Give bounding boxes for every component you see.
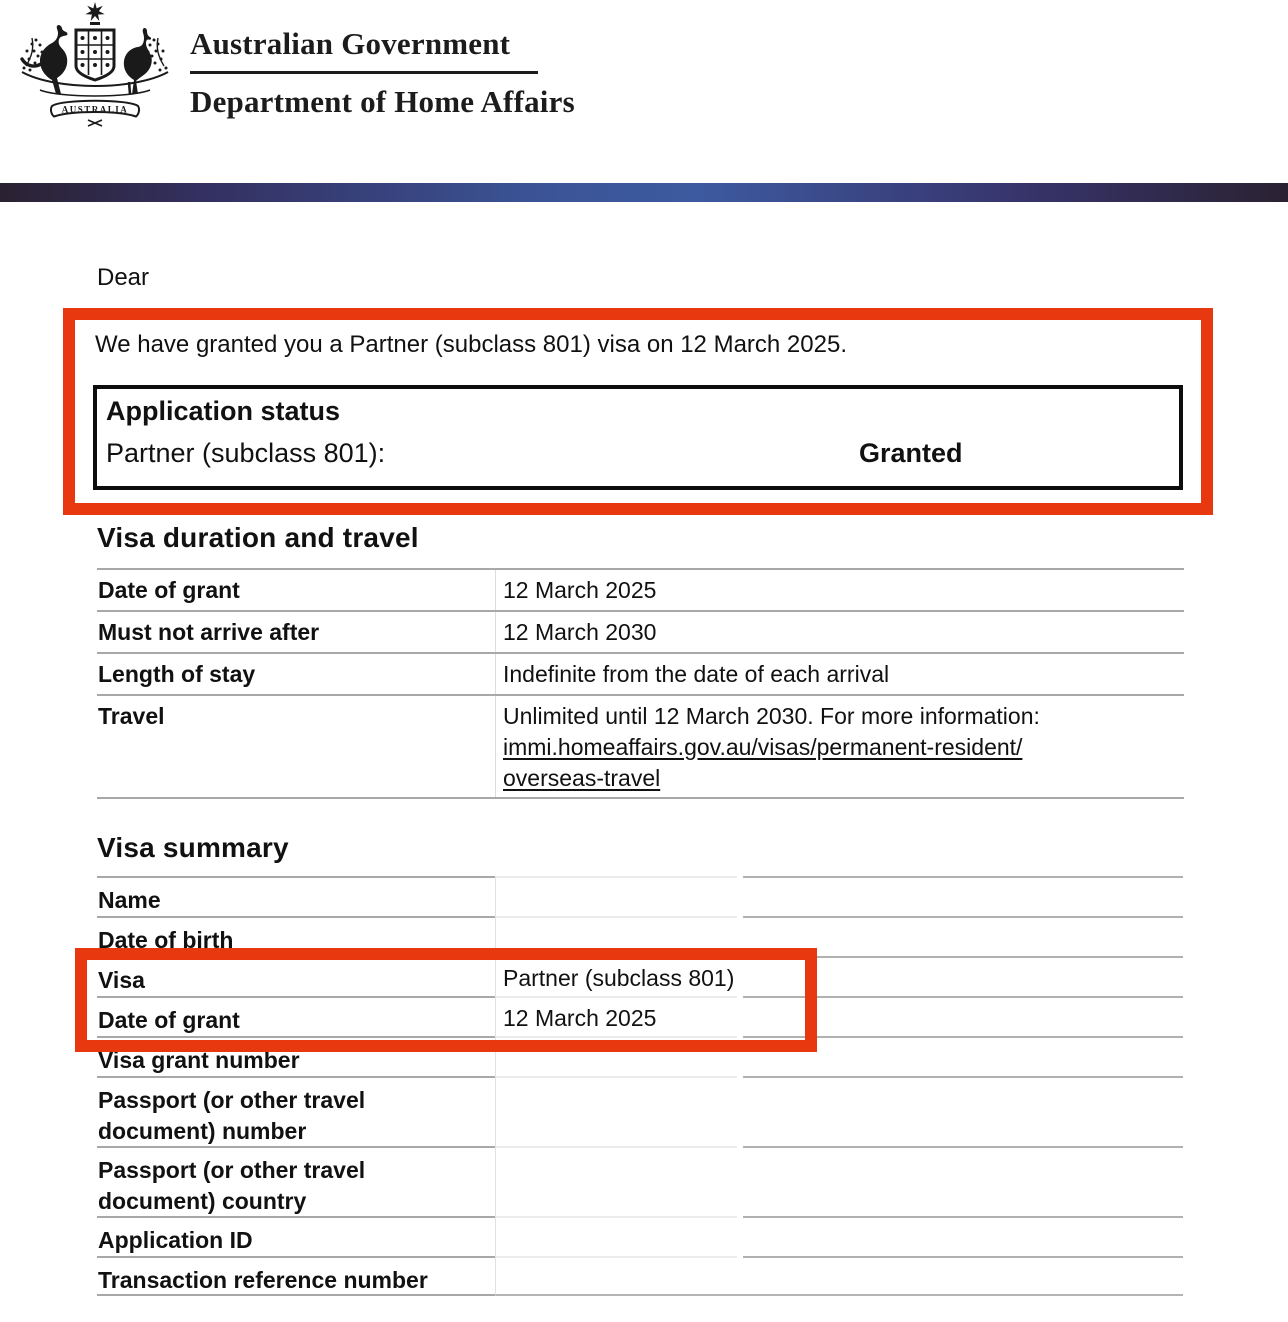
- table-row: [97, 694, 1184, 799]
- row-value: 12 March 2025: [495, 996, 737, 1036]
- row-value: [495, 1256, 737, 1296]
- row-extra-cell: [743, 916, 1183, 956]
- australian-coat-of-arms-icon: [10, 2, 180, 132]
- table-row: [97, 652, 1184, 694]
- row-label: Passport (or other travel document) number: [97, 1076, 495, 1146]
- table-row: [97, 1076, 1184, 1146]
- table-row: [97, 568, 1184, 610]
- row-extra-cell: [743, 996, 1183, 1036]
- table-row: [97, 610, 1184, 652]
- row-value: 12 March 2025: [495, 570, 1184, 610]
- row-label: Application ID: [97, 1216, 495, 1256]
- application-status-row: [106, 438, 1179, 469]
- row-extra-cell: [743, 1256, 1183, 1296]
- visa-duration-table: [97, 568, 1184, 799]
- row-label: Must not arrive after: [98, 619, 320, 645]
- row-label: Passport (or other travel document) country: [97, 1146, 495, 1216]
- row-label: Transaction reference number: [97, 1256, 495, 1296]
- application-status-value: Granted: [859, 438, 963, 468]
- overseas-travel-link-line2[interactable]: overseas-travel: [503, 765, 661, 791]
- grant-sentence: We have granted you a Partner (subclass 801) visa on 12 March 2025.: [95, 331, 847, 358]
- application-status-box: [93, 385, 1183, 490]
- row-label: Date of birth: [97, 916, 495, 956]
- row-extra-cell: [743, 1036, 1183, 1076]
- header-titles: [190, 26, 750, 120]
- table-row: [97, 956, 1184, 996]
- row-value: 12 March 2030: [495, 612, 1184, 652]
- row-extra-cell: [743, 1216, 1183, 1256]
- row-value: [495, 876, 737, 916]
- row-value: [495, 1076, 737, 1146]
- row-value: [495, 1216, 737, 1256]
- row-extra-cell: [743, 876, 1183, 916]
- row-label: Name: [97, 876, 495, 916]
- application-status-visa-label: Partner (subclass 801):: [106, 438, 386, 468]
- visa-summary-heading: Visa summary: [97, 832, 289, 863]
- row-label: Date of grant: [97, 996, 495, 1036]
- row-value: [495, 1146, 737, 1216]
- row-label: Date of grant: [98, 577, 240, 603]
- row-label: Visa: [97, 956, 495, 996]
- header-divider: [190, 71, 538, 74]
- row-value: Indefinite from the date of each arrival: [495, 654, 1184, 694]
- row-extra-cell: [743, 1076, 1183, 1146]
- coat-scroll-text: AUSTRALIA: [61, 104, 129, 115]
- row-value: [495, 696, 1184, 797]
- header-gradient-bar: [0, 183, 1288, 202]
- table-row: [97, 1036, 1184, 1076]
- row-value: Partner (subclass 801): [495, 956, 737, 996]
- salutation: Dear: [97, 264, 150, 291]
- table-row: [97, 1216, 1184, 1256]
- row-label: Travel: [98, 703, 165, 729]
- visa-summary-table: [97, 876, 1184, 1296]
- table-row: [97, 916, 1184, 956]
- row-extra-cell: [743, 1146, 1183, 1216]
- row-label: Length of stay: [98, 661, 256, 687]
- travel-text: Unlimited until 12 March 2030. For more information:: [503, 703, 1040, 729]
- visa-duration-heading: Visa duration and travel: [97, 522, 419, 553]
- table-row: [97, 996, 1184, 1036]
- row-value: [495, 1036, 737, 1076]
- table-row: [97, 1256, 1184, 1296]
- row-extra-cell: [743, 956, 1183, 996]
- table-row: [97, 1146, 1184, 1216]
- department-title: Department of Home Affairs: [190, 84, 575, 119]
- row-label: Visa grant number: [97, 1036, 495, 1076]
- government-title: Australian Government: [190, 26, 511, 61]
- application-status-title: Application status: [106, 396, 341, 426]
- row-value: [495, 916, 737, 956]
- overseas-travel-link-line1[interactable]: immi.homeaffairs.gov.au/visas/permanent-resident/: [503, 734, 1023, 760]
- table-row: [97, 876, 1184, 916]
